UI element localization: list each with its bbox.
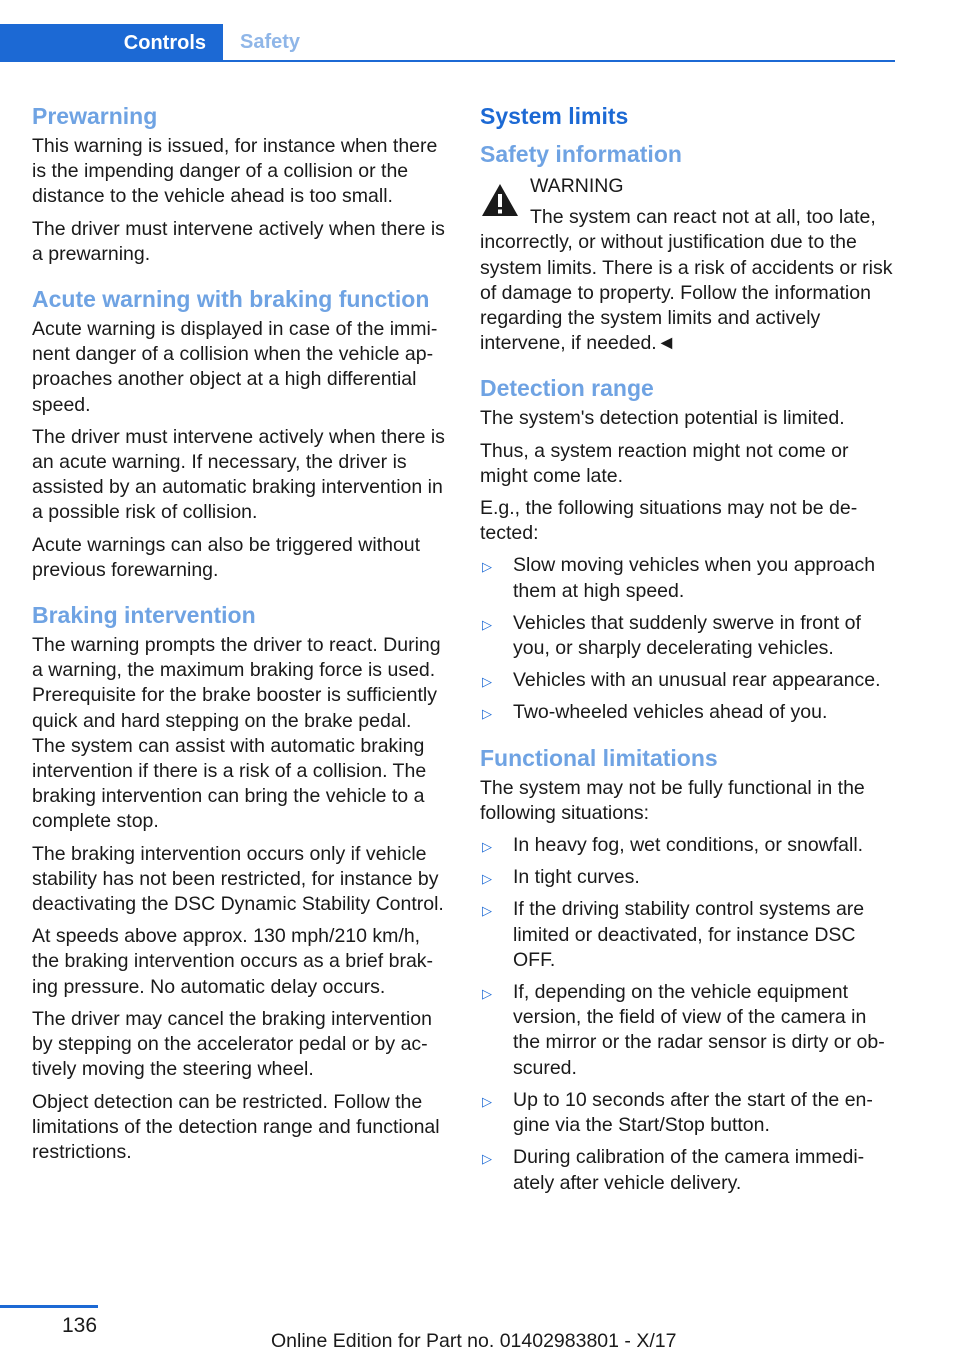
- braking-paragraph-2: The braking intervention occurs only if vehicle stability has not been restricted, for instance by deactivating the DSC Dynamic Stability Control.: [32, 842, 444, 916]
- bullet-triangle-icon: ▷: [482, 839, 492, 855]
- list-item: [480, 1088, 896, 1138]
- braking-paragraph-5: Object detection can be restricted. Follow the limitations of the detection range and functional restrictions.: [32, 1090, 440, 1163]
- list-item: [480, 611, 896, 661]
- system-limits-heading: System limits: [480, 103, 629, 129]
- detection-range-heading: Detection range: [480, 375, 654, 402]
- list-item-text: During calibration of the camera immediately after vehicle delivery.: [513, 1146, 865, 1194]
- footer-rule: [0, 1305, 98, 1308]
- list-item-text: If the driving stability control systems are limited or deactivated, for instance DSC OFF.: [513, 898, 865, 971]
- functional-limitations-heading: Functional limitations: [480, 744, 718, 771]
- prewarning-heading: Prewarning: [32, 103, 158, 129]
- functional-paragraph-1: The system may not be fully functional in the following situations:: [480, 776, 865, 824]
- bullet-triangle-icon: ▷: [482, 616, 492, 632]
- list-item-text: If, depending on the vehicle equipment version, the field of view of the camera in the mirror or the radar sensor is dirty or obscured.: [513, 981, 885, 1079]
- acute-paragraph-1: Acute warning is displayed in case of the imminent danger of a collision when the vehicle approaches another object at a high differential speed.: [32, 318, 438, 416]
- acute-warning-heading: Acute warning with braking function: [32, 286, 430, 313]
- warning-triangle-icon: [480, 182, 520, 218]
- list-item-text: In tight curves.: [513, 866, 640, 889]
- tab-controls[interactable]: Controls: [0, 24, 223, 62]
- warning-label: WARNING: [530, 175, 624, 197]
- braking-paragraph-1: The warning prompts the driver to react. During a warning, the maximum braking force is used. Prerequisite for the brake booster is sufficiently quick and hard stepping on the brake pedal. The system can assist with automatic braking intervention if there is a risk of a collision. The braking intervention can bring the vehicle to a complete stop.: [32, 634, 441, 833]
- tab-safety[interactable]: Safety: [240, 30, 301, 53]
- detection-paragraph-2: Thus, a system reaction might not come or might come late.: [480, 439, 849, 487]
- acute-paragraph-2: The driver must intervene actively when there is an acute warning. If necessary, the driver is assisted by an automatic braking intervention in a possible risk of collision.: [32, 425, 445, 524]
- warning-block: [480, 174, 896, 356]
- list-item-text: In heavy fog, wet conditions, or snowfall.: [513, 834, 864, 857]
- list-item-text: Slow moving vehicles when you approach them at high speed.: [513, 554, 876, 602]
- bullet-triangle-icon: ▷: [482, 1093, 492, 1109]
- list-item-text: Vehicles with an unusual rear appearance.: [513, 669, 881, 692]
- list-item: [480, 980, 896, 1081]
- bullet-triangle-icon: ▷: [482, 1151, 492, 1167]
- list-item: [480, 668, 896, 693]
- bullet-triangle-icon: ▷: [482, 986, 492, 1002]
- list-item: [480, 865, 896, 890]
- detection-paragraph-1: The system's detection potential is limited.: [480, 407, 845, 430]
- edition-footer: Online Edition for Part no. 01402983801 - X/17: [271, 1330, 677, 1352]
- bullet-triangle-icon: ▷: [482, 706, 492, 722]
- left-column: [32, 100, 448, 1172]
- bullet-triangle-icon: ▷: [482, 903, 492, 919]
- list-item: [480, 1145, 896, 1195]
- bullet-triangle-icon: ▷: [482, 674, 492, 690]
- list-item: [480, 553, 896, 603]
- list-item-text: Two-wheeled vehicles ahead of you.: [513, 701, 828, 724]
- braking-paragraph-4: The driver may cancel the braking intervention by stepping on the accelerator pedal or by actively moving the steering wheel.: [32, 1007, 432, 1081]
- braking-paragraph-3: At speeds above approx. 130 mph/210 km/h, the braking intervention occurs as a brief braking pressure. No automatic delay occurs.: [32, 925, 434, 998]
- right-column: [480, 100, 896, 1203]
- header-bar: [0, 24, 895, 62]
- list-item: [480, 833, 896, 858]
- braking-intervention-heading: Braking intervention: [32, 602, 256, 629]
- bullet-triangle-icon: ▷: [482, 871, 492, 887]
- prewarning-paragraph-1: This warning is issued, for instance when there is the impending danger of a collision or the distance to the vehicle ahead is too small.: [32, 135, 438, 208]
- acute-paragraph-3: Acute warnings can also be triggered without previous forewarning.: [32, 533, 421, 581]
- warning-text: The system can react not at all, too late, incorrectly, or without justification due to the system limits. There is a risk of accidents or risk of damage to property. Follow the information regarding the system limits and actively intervene, if needed.◄: [480, 206, 893, 355]
- functional-list: [480, 833, 896, 1196]
- header-rule: [0, 60, 895, 62]
- detection-list: [480, 553, 896, 725]
- page-number: 136: [62, 1314, 98, 1337]
- list-item: [480, 700, 896, 725]
- list-item-text: Vehicles that suddenly swerve in front of you, or sharply decelerating vehicles.: [513, 611, 861, 660]
- prewarning-paragraph-2: The driver must intervene actively when there is a prewarning.: [32, 217, 445, 265]
- bullet-triangle-icon: ▷: [482, 559, 492, 575]
- safety-information-heading: Safety information: [480, 141, 682, 167]
- list-item-text: Up to 10 seconds after the start of the engine via the Start/Stop button.: [513, 1088, 873, 1137]
- list-item: [480, 897, 896, 973]
- detection-paragraph-3: E.g., the following situations may not be detected:: [480, 497, 858, 545]
